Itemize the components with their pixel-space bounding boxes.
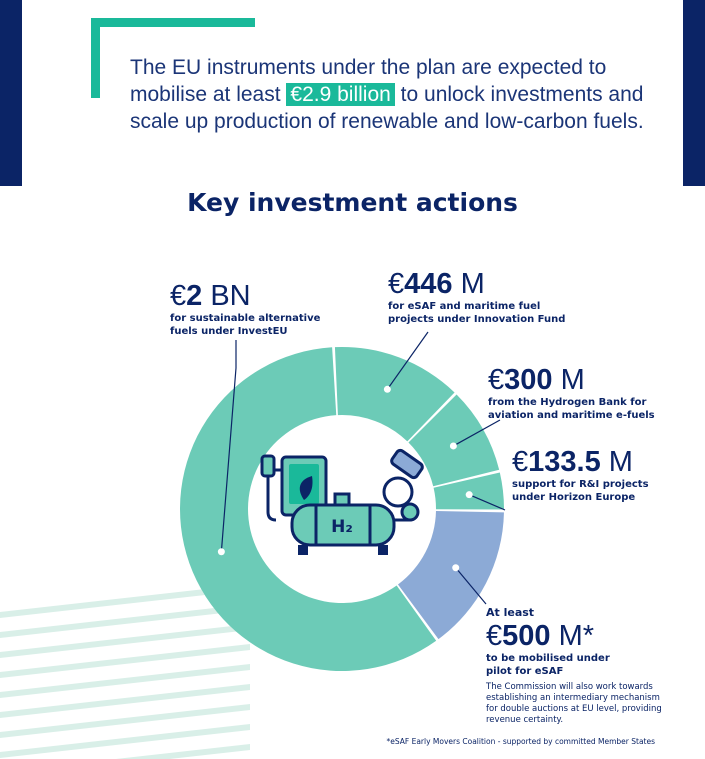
slice-desc-invest-eu: for sustainable alternative fuels under InvestEU <box>170 313 321 337</box>
slice-desc-esaf-pilot: to be mobilised under pilot for eSAF <box>486 653 610 677</box>
leader-dot-invest-eu <box>218 548 225 555</box>
leader-dot-esaf-pilot <box>452 564 459 571</box>
slice-amount-hydrogen-bank: €300 M <box>488 364 585 396</box>
slice-label-invest-eu <box>170 280 350 338</box>
leader-dot-hydrogen-bank <box>450 442 457 449</box>
slice-amount-invest-eu: €2 BN <box>170 280 251 312</box>
slice-label-horizon-europe <box>512 446 692 504</box>
slice-desc-horizon-europe: support for R&I projects under Horizon Europe <box>512 479 649 503</box>
slice-label-esaf-pilot <box>486 606 686 726</box>
footnote: *eSAF Early Movers Coalition - supported by committed Member States <box>386 737 655 746</box>
slice-amount-esaf-pilot: €500 M* <box>486 620 595 652</box>
intro-highlight-amount: €2.9 billion <box>286 83 394 106</box>
slice-amount-horizon-europe: €133.5 M <box>512 446 633 478</box>
slice-label-innovation-fund <box>388 268 588 326</box>
intro-text-after: to unlock investments and scale up production of renewable and low-carbon fuels. <box>130 83 644 133</box>
hydrogen-tank-fuel-pump-icon <box>262 449 424 555</box>
slice-label-hydrogen-bank <box>488 364 678 422</box>
chart-title: Key investment actions <box>187 188 518 217</box>
decorative-stripes <box>0 584 250 759</box>
leader-dot-innovation-fund <box>384 386 391 393</box>
intro-text-before: The EU instruments under the plan are expected to mobilise at least <box>130 56 607 106</box>
slice-prelabel-esaf-pilot: At least <box>486 606 535 619</box>
slice-amount-innovation-fund: €446 M <box>388 268 485 300</box>
slice-desc-hydrogen-bank: from the Hydrogen Bank for aviation and maritime e-fuels <box>488 397 655 421</box>
leader-dot-horizon-europe <box>466 491 473 498</box>
slice-note-esaf-pilot: The Commission will also work towards establishing an intermediary mechanism for double auctions at EU level, providing revenue certainty. <box>486 682 662 725</box>
slice-desc-innovation-fund: for eSAF and maritime fuel projects under Innovation Fund <box>388 301 566 325</box>
h2-icon-text: H₂ <box>331 517 353 537</box>
